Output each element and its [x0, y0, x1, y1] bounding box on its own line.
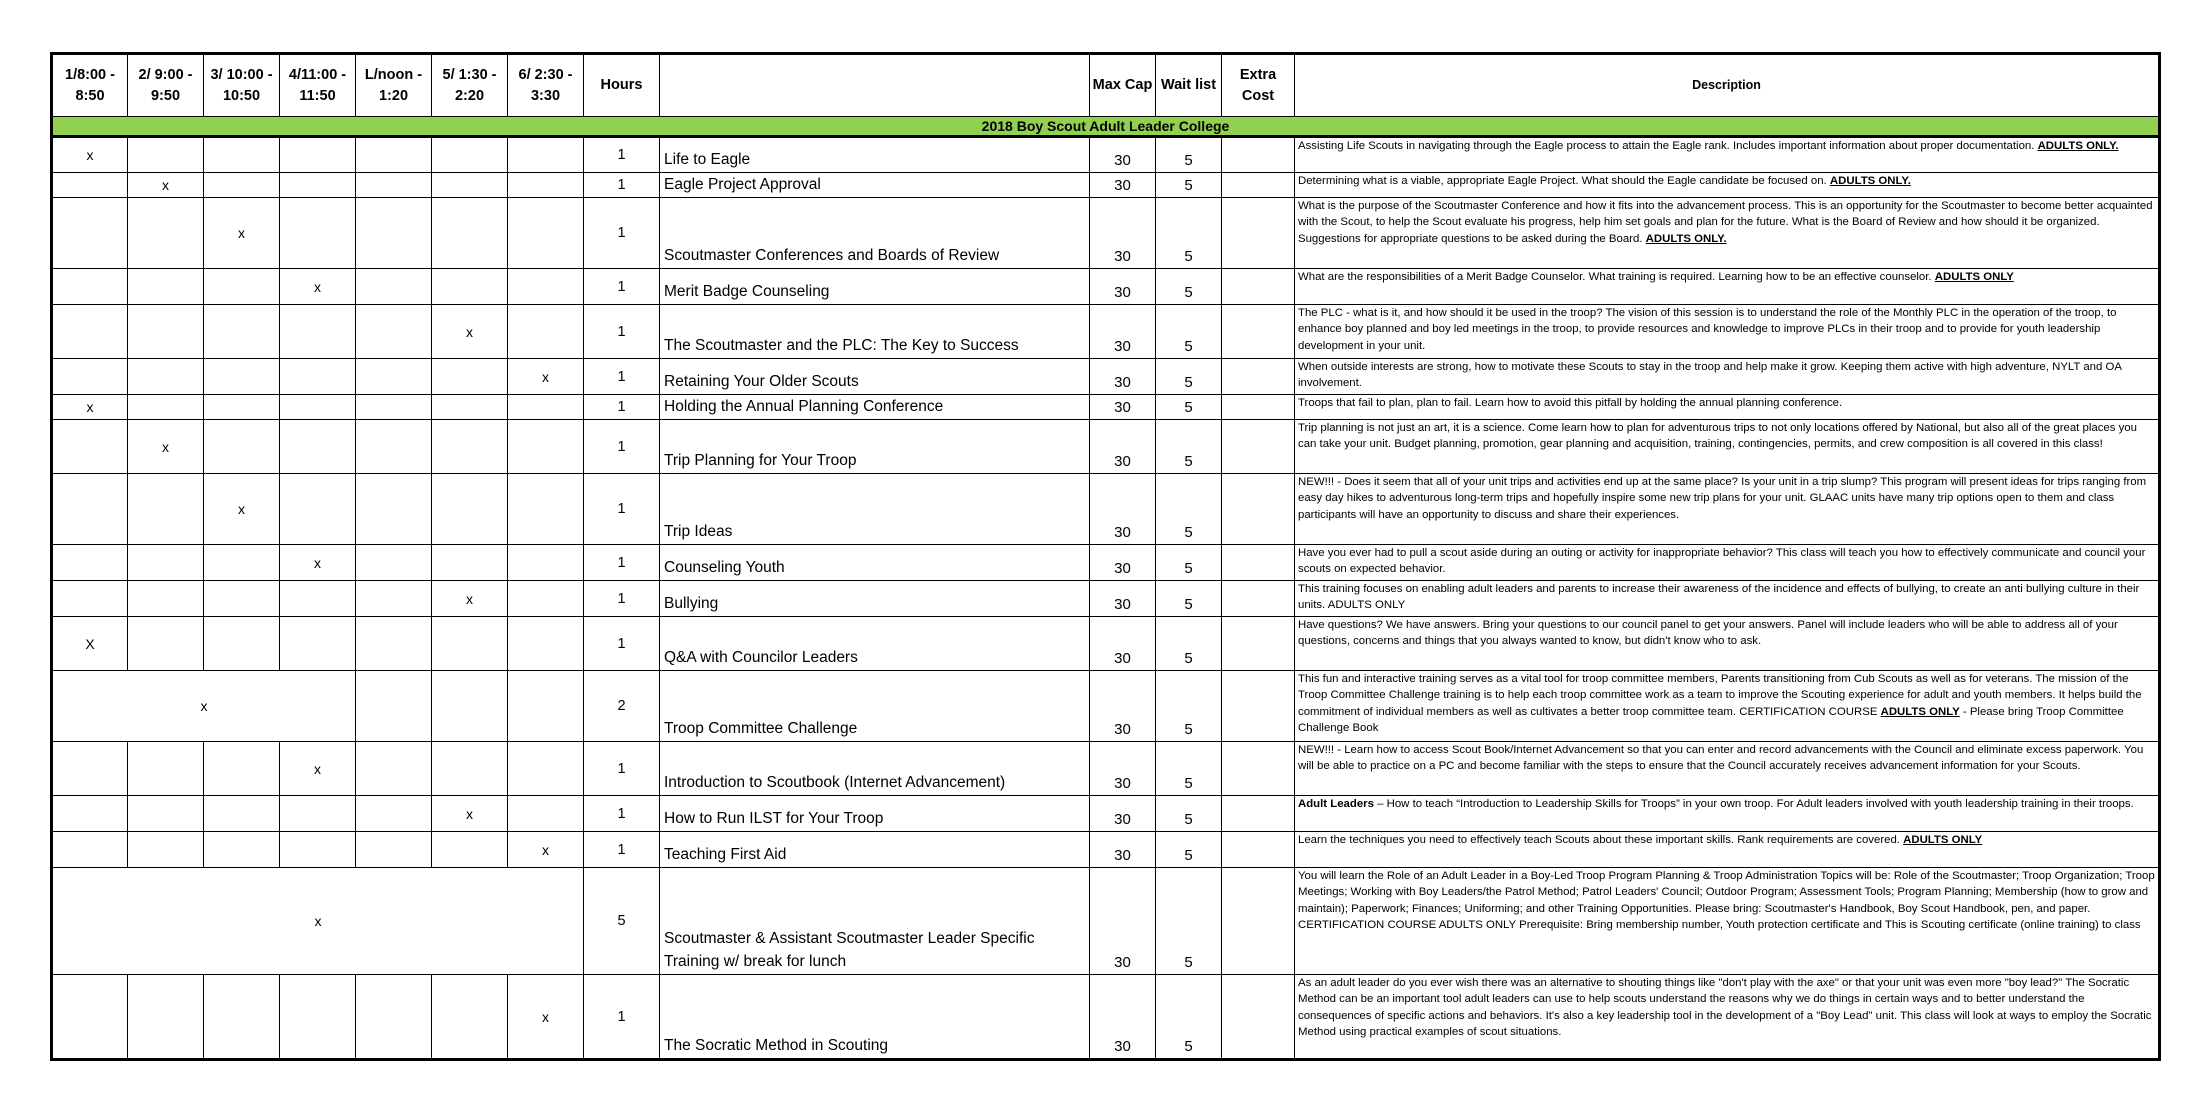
course-description [1295, 359, 2160, 395]
course-title: Eagle Project Approval [660, 173, 1090, 198]
course-wait-list: 5 [1156, 198, 1222, 269]
period-cell [204, 305, 280, 359]
period-cell [432, 742, 508, 796]
period-cell [280, 617, 356, 671]
course-extra-cost [1222, 545, 1295, 581]
period-cell [128, 269, 204, 305]
course-row [52, 832, 2160, 868]
description-text: Trip planning is not just an art, it is a science. Come learn how to plan for adventurous trips to not only locations offered by National, but also all of the great places you can take your unit. Budget planning, promotion, gear planning and acquisition, training, contingencies, permits, and crew composition is all covered in this class! [1298, 422, 2137, 451]
course-title: Merit Badge Counseling [660, 269, 1090, 305]
period-cell [508, 137, 584, 173]
course-wait-list: 5 [1156, 796, 1222, 832]
period-cell [128, 581, 204, 617]
period-cell [204, 359, 280, 395]
course-title: Counseling Youth [660, 545, 1090, 581]
course-description [1295, 796, 2160, 832]
period-cell [508, 581, 584, 617]
course-max-cap: 30 [1090, 617, 1156, 671]
course-row [52, 671, 2160, 742]
period-mark: x [508, 975, 584, 1060]
period-cell [356, 796, 432, 832]
period-cell [356, 359, 432, 395]
period-cell [432, 545, 508, 581]
period-cell [204, 545, 280, 581]
course-row [52, 868, 2160, 975]
period-cell [356, 137, 432, 173]
course-hours: 5 [584, 868, 660, 975]
course-row [52, 796, 2160, 832]
course-row [52, 269, 2160, 305]
course-description [1295, 868, 2160, 975]
course-max-cap: 30 [1090, 173, 1156, 198]
course-extra-cost [1222, 173, 1295, 198]
course-hours: 1 [584, 305, 660, 359]
description-text: The PLC - what is it, and how should it be used in the troop? The vision of this session is to understand the role of the Monthly PLC in the operation of the troop, to enhance boy planned and boy led meetings in the troop, to provide resources and knowledge to improve PLCs in their troop and to provide for youth leadership development in your unit. [1298, 307, 2117, 352]
period-cell [204, 742, 280, 796]
period-cell [128, 198, 204, 269]
period-cell [52, 796, 128, 832]
period-cell [432, 617, 508, 671]
course-max-cap: 30 [1090, 975, 1156, 1060]
course-wait-list: 5 [1156, 868, 1222, 975]
course-wait-list: 5 [1156, 617, 1222, 671]
course-extra-cost [1222, 796, 1295, 832]
course-extra-cost [1222, 420, 1295, 474]
course-hours: 1 [584, 796, 660, 832]
course-wait-list: 5 [1156, 420, 1222, 474]
period-cell [432, 173, 508, 198]
period-mark: x [280, 742, 356, 796]
header-row [52, 54, 2160, 117]
description-text: What are the responsibilities of a Merit Badge Counselor. What training is required. Learning how to be an effective counselor. [1298, 271, 1932, 283]
period-cell [280, 581, 356, 617]
banner-row [52, 117, 2160, 137]
period-cell [128, 742, 204, 796]
course-title: Retaining Your Older Scouts [660, 359, 1090, 395]
period-cell [356, 269, 432, 305]
description-text: This fun and interactive training serves as a vital tool for troop committee members, Parents transitioning from Cub Scouts as well as for veterans. The mission of the Troop Committee Challenge training is to help each troop committee work as a team to improve the Scouting experience for adult and youth members. It helps build the commitment of individual members as well as cultivates a better troop committee team. CERTIFICATION COURSE [1298, 673, 2142, 718]
course-max-cap: 30 [1090, 742, 1156, 796]
course-wait-list: 5 [1156, 671, 1222, 742]
period-cell [52, 359, 128, 395]
course-hours: 2 [584, 671, 660, 742]
course-max-cap: 30 [1090, 796, 1156, 832]
course-title: Scoutmaster Conferences and Boards of Review [660, 198, 1090, 269]
period-cell [432, 832, 508, 868]
description-text: When outside interests are strong, how to motivate these Scouts to stay in the troop and help make it grow. Keeping them active with high adventure, NYLT and OA involvement. [1298, 361, 2122, 390]
course-title: Introduction to Scoutbook (Internet Advancement) [660, 742, 1090, 796]
course-description [1295, 420, 2160, 474]
banner-title: 2018 Boy Scout Adult Leader College [52, 117, 2160, 137]
course-wait-list: 5 [1156, 395, 1222, 420]
period-cell [128, 832, 204, 868]
period-mark: x [432, 305, 508, 359]
period-cell [128, 359, 204, 395]
description-text: Learn the techniques you need to effectively teach Scouts about these important skills. Rank requirements are covered. [1298, 834, 1900, 846]
period-cell [52, 474, 128, 545]
course-title: Troop Committee Challenge [660, 671, 1090, 742]
period-cell [356, 173, 432, 198]
course-hours: 1 [584, 269, 660, 305]
course-title: Q&A with Councilor Leaders [660, 617, 1090, 671]
course-extra-cost [1222, 474, 1295, 545]
header-max-cap: Max Cap [1090, 54, 1156, 117]
period-cell [52, 545, 128, 581]
course-max-cap: 30 [1090, 474, 1156, 545]
period-cell [508, 173, 584, 198]
description-text: – How to teach “Introduction to Leadership Skills for Troops” in your own troop. For Adult leaders involved with youth leadership training in their troops. [1373, 798, 2134, 810]
period-cell [356, 305, 432, 359]
period-cell [280, 796, 356, 832]
period-cell [128, 137, 204, 173]
period-mark: x [204, 198, 280, 269]
period-cell [280, 305, 356, 359]
course-max-cap: 30 [1090, 137, 1156, 173]
course-description [1295, 671, 2160, 742]
description-text: Troops that fail to plan, plan to fail. Learn how to avoid this pitfall by holding the annual planning conference. [1298, 397, 1843, 409]
course-wait-list: 5 [1156, 832, 1222, 868]
course-description [1295, 395, 2160, 420]
course-max-cap: 30 [1090, 420, 1156, 474]
course-row [52, 359, 2160, 395]
period-cell [432, 359, 508, 395]
course-row [52, 581, 2160, 617]
period-cell [204, 395, 280, 420]
period-cell [432, 269, 508, 305]
course-hours: 1 [584, 137, 660, 173]
period-cell [356, 742, 432, 796]
description-bold-lead: Adult Leaders [1298, 798, 1374, 810]
period-cell [204, 832, 280, 868]
description-text: This training focuses on enabling adult leaders and parents to increase their awareness of the incidence and effects of bullying, to create an anti bullying culture in their units. ADULTS ONLY [1298, 583, 2140, 612]
period-cell [52, 742, 128, 796]
course-description [1295, 545, 2160, 581]
course-title: Life to Eagle [660, 137, 1090, 173]
period-mark: x [128, 173, 204, 198]
period-cell [128, 545, 204, 581]
course-hours: 1 [584, 359, 660, 395]
course-max-cap: 30 [1090, 305, 1156, 359]
course-title: The Scoutmaster and the PLC: The Key to Success [660, 305, 1090, 359]
period-mark: x [432, 796, 508, 832]
header-period-1: 1/8:00 - 8:50 [52, 54, 128, 117]
description-text: You will learn the Role of an Adult Leader in a Boy-Led Troop Program Planning & Troop Administration Topics will be: Role of the Scoutmaster; Troop Organization; Troop Meetings; Working with Boy Leaders/the Patrol Method; Patrol Leaders' Council; Outdoor Program; Assessment Tools; Program Planning; Membership (how to grow and maintain); Paperwork; Finances; Uniforming; and other Training Opportunities. Please bring: Scoutmaster's Handbook, Boy Scout Handbook, pen, and paper. CERTIFICATION COURSE ADULTS ONLY Prerequisite: Bring membership number, Youth protection certificate and This is Scouting certificate (online training) to class [1298, 870, 2155, 932]
course-wait-list: 5 [1156, 474, 1222, 545]
header-period-4: 4/11:00 - 11:50 [280, 54, 356, 117]
course-wait-list: 5 [1156, 173, 1222, 198]
period-cell [508, 545, 584, 581]
period-cell [508, 742, 584, 796]
period-mark: X [52, 617, 128, 671]
description-text: As an adult leader do you ever wish there was an alternative to shouting things like "don't play with the axe" or that your unit was even more "boy lead?" The Socratic Method can be an important tool adult leaders can use to help scouts understand the reasons why we do things in certain ways and to better understand the consequences of specific actions and behaviors. It's also a key leadership tool in the development of a "Boy Lead" unit. This class will look at ways to employ the Socratic Method using practical examples of scout situations. [1298, 977, 2152, 1039]
course-hours: 1 [584, 975, 660, 1060]
header-lunch: L/noon - 1:20 [356, 54, 432, 117]
course-hours: 1 [584, 742, 660, 796]
course-hours: 1 [584, 617, 660, 671]
course-row [52, 545, 2160, 581]
course-max-cap: 30 [1090, 395, 1156, 420]
course-wait-list: 5 [1156, 545, 1222, 581]
period-mark: x [52, 137, 128, 173]
course-max-cap: 30 [1090, 198, 1156, 269]
period-cell [432, 975, 508, 1060]
period-cell [204, 137, 280, 173]
adults-only-note: ADULTS ONLY [1934, 271, 2014, 283]
course-hours: 1 [584, 173, 660, 198]
period-cell [432, 420, 508, 474]
period-mark: x [432, 581, 508, 617]
course-title: Trip Planning for Your Troop [660, 420, 1090, 474]
period-cell [52, 269, 128, 305]
course-row [52, 173, 2160, 198]
period-cell [356, 975, 432, 1060]
course-extra-cost [1222, 868, 1295, 975]
period-cell [356, 198, 432, 269]
period-mark: x [280, 545, 356, 581]
course-wait-list: 5 [1156, 581, 1222, 617]
period-cell [432, 671, 508, 742]
period-cell [280, 975, 356, 1060]
course-row [52, 305, 2160, 359]
header-hours: Hours [584, 54, 660, 117]
course-extra-cost [1222, 581, 1295, 617]
header-description: Description [1295, 54, 2160, 117]
description-text: Determining what is a viable, appropriate Eagle Project. What should the Eagle candidate be focused on. [1298, 175, 1827, 187]
course-extra-cost [1222, 395, 1295, 420]
course-description [1295, 198, 2160, 269]
period-cell [356, 671, 432, 742]
header-period-3: 3/ 10:00 - 10:50 [204, 54, 280, 117]
period-mark: x [508, 359, 584, 395]
period-cell [432, 395, 508, 420]
period-cell [508, 269, 584, 305]
course-row [52, 742, 2160, 796]
header-period-2: 2/ 9:00 - 9:50 [128, 54, 204, 117]
period-cell [52, 420, 128, 474]
course-hours: 1 [584, 474, 660, 545]
period-cell [508, 305, 584, 359]
course-extra-cost [1222, 137, 1295, 173]
period-cell [128, 617, 204, 671]
period-cell [508, 617, 584, 671]
course-max-cap: 30 [1090, 359, 1156, 395]
period-cell [280, 474, 356, 545]
description-text: NEW!!! - Does it seem that all of your unit trips and activities end up at the same place? Is your unit in a trip slump? This program will present ideas for trips ranging from easy day hikes to adventurous long-term trips and hopefully inspire some new trip plans for your unit. GLAAC units have many trip options open to them and class participants will have an opportunity to discuss and share their experiences. [1298, 476, 2147, 521]
period-cell [280, 359, 356, 395]
course-max-cap: 30 [1090, 868, 1156, 975]
period-cell [280, 173, 356, 198]
period-cell [128, 305, 204, 359]
description-text: What is the purpose of the Scoutmaster Conference and how it fits into the advancement process. This is an opportunity for the Scoutmaster to become better acquainted with the Scout, to help the Scout evaluate his progress, help him set goals and plan for the future. What is the Board of Review and how should it be organized. Suggestions for appropriate questions to be asked during the Board. [1298, 200, 2153, 245]
course-title: How to Run ILST for Your Troop [660, 796, 1090, 832]
period-cell [52, 832, 128, 868]
course-title: Holding the Annual Planning Conference [660, 395, 1090, 420]
period-cell [508, 395, 584, 420]
course-description [1295, 173, 2160, 198]
course-max-cap: 30 [1090, 269, 1156, 305]
header-course-title [660, 54, 1090, 117]
period-cell [52, 305, 128, 359]
course-extra-cost [1222, 975, 1295, 1060]
period-mark: x [52, 868, 584, 975]
description-text: Assisting Life Scouts in navigating through the Eagle process to attain the Eagle rank. Includes important information about proper documentation. [1298, 140, 2035, 152]
header-wait-list: Wait list [1156, 54, 1222, 117]
course-schedule-table [50, 52, 2161, 1061]
period-mark: x [204, 474, 280, 545]
course-wait-list: 5 [1156, 975, 1222, 1060]
period-cell [204, 617, 280, 671]
course-hours: 1 [584, 198, 660, 269]
period-cell [204, 173, 280, 198]
course-hours: 1 [584, 581, 660, 617]
period-mark: x [280, 269, 356, 305]
course-title: Bullying [660, 581, 1090, 617]
course-max-cap: 30 [1090, 545, 1156, 581]
period-mark: x [52, 395, 128, 420]
course-row [52, 474, 2160, 545]
course-title: Teaching First Aid [660, 832, 1090, 868]
course-row [52, 420, 2160, 474]
course-extra-cost [1222, 305, 1295, 359]
period-cell [356, 581, 432, 617]
course-extra-cost [1222, 617, 1295, 671]
period-cell [432, 137, 508, 173]
period-cell [356, 617, 432, 671]
course-extra-cost [1222, 269, 1295, 305]
description-text: Have you ever had to pull a scout aside during an outing or activity for inappropriate behavior? This class will teach you how to effectively communicate and council your scouts on expected behavior. [1298, 547, 2146, 576]
course-hours: 1 [584, 420, 660, 474]
course-title: Trip Ideas [660, 474, 1090, 545]
period-cell [204, 420, 280, 474]
course-description [1295, 617, 2160, 671]
period-cell [508, 671, 584, 742]
period-mark: x [52, 671, 356, 742]
course-extra-cost [1222, 359, 1295, 395]
course-description [1295, 832, 2160, 868]
course-description [1295, 305, 2160, 359]
course-row [52, 617, 2160, 671]
period-cell [280, 420, 356, 474]
period-cell [204, 796, 280, 832]
course-hours: 1 [584, 545, 660, 581]
description-tail: - Please bring Troop Committee Challenge Book [1298, 705, 2124, 735]
period-cell [508, 474, 584, 545]
period-cell [52, 173, 128, 198]
course-extra-cost [1222, 832, 1295, 868]
course-row [52, 198, 2160, 269]
header-period-5: 5/ 1:30 - 2:20 [432, 54, 508, 117]
adults-only-note: ADULTS ONLY. [1645, 232, 1727, 245]
period-cell [280, 832, 356, 868]
period-cell [432, 474, 508, 545]
period-cell [356, 832, 432, 868]
period-cell [128, 975, 204, 1060]
period-cell [508, 420, 584, 474]
course-row [52, 137, 2160, 173]
course-extra-cost [1222, 671, 1295, 742]
period-cell [356, 545, 432, 581]
course-wait-list: 5 [1156, 137, 1222, 173]
period-cell [508, 796, 584, 832]
course-max-cap: 30 [1090, 832, 1156, 868]
description-text: NEW!!! - Learn how to access Scout Book/Internet Advancement so that you can enter and record advancements with the Council and eliminate excess paperwork. You will be able to practice on a PC and become familiar with the steps to ensure that the Council accurately receives advancement information for your Scouts. [1298, 744, 2144, 773]
course-row [52, 395, 2160, 420]
course-hours: 1 [584, 395, 660, 420]
course-description [1295, 975, 2160, 1060]
course-description [1295, 581, 2160, 617]
course-description [1295, 742, 2160, 796]
period-cell [128, 395, 204, 420]
course-description [1295, 137, 2160, 173]
period-cell [52, 581, 128, 617]
header-period-6: 6/ 2:30 - 3:30 [508, 54, 584, 117]
period-cell [356, 420, 432, 474]
course-max-cap: 30 [1090, 581, 1156, 617]
course-extra-cost [1222, 742, 1295, 796]
course-title: Scoutmaster & Assistant Scoutmaster Leader Specific Training w/ break for lunch [660, 868, 1090, 975]
period-cell [204, 975, 280, 1060]
period-cell [128, 796, 204, 832]
period-mark: x [508, 832, 584, 868]
course-hours: 1 [584, 832, 660, 868]
adults-only-note: ADULTS ONLY [1880, 705, 1960, 718]
period-mark: x [128, 420, 204, 474]
course-extra-cost [1222, 198, 1295, 269]
period-cell [280, 395, 356, 420]
period-cell [280, 137, 356, 173]
period-cell [52, 975, 128, 1060]
course-wait-list: 5 [1156, 305, 1222, 359]
course-wait-list: 5 [1156, 359, 1222, 395]
course-description [1295, 474, 2160, 545]
period-cell [280, 198, 356, 269]
period-cell [52, 198, 128, 269]
period-cell [204, 581, 280, 617]
course-row [52, 975, 2160, 1060]
course-max-cap: 30 [1090, 671, 1156, 742]
period-cell [356, 395, 432, 420]
adults-only-note: ADULTS ONLY [1903, 834, 1983, 846]
period-cell [128, 474, 204, 545]
adults-only-note: ADULTS ONLY. [2037, 140, 2119, 152]
description-text: Have questions? We have answers. Bring your questions to our council panel to get your answers. Panel will include leaders who will be able to address all of your questions, concerns and things that you always wanted to know, but didn't know who to ask. [1298, 619, 2118, 648]
period-cell [432, 198, 508, 269]
adults-only-note: ADULTS ONLY. [1829, 175, 1911, 187]
course-wait-list: 5 [1156, 742, 1222, 796]
period-cell [204, 269, 280, 305]
period-cell [508, 198, 584, 269]
period-cell [356, 474, 432, 545]
course-title: The Socratic Method in Scouting [660, 975, 1090, 1060]
header-extra-cost: Extra Cost [1222, 54, 1295, 117]
course-description [1295, 269, 2160, 305]
course-wait-list: 5 [1156, 269, 1222, 305]
